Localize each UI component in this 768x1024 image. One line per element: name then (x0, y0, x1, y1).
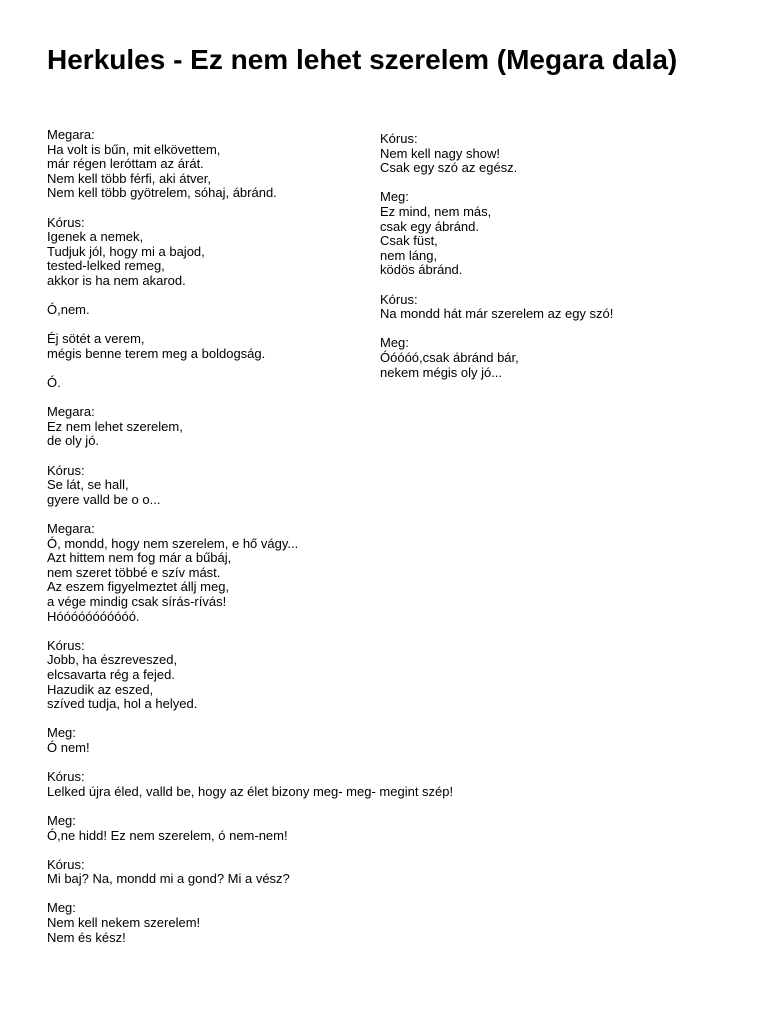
lyric-line: de oly jó. (47, 433, 100, 449)
speaker-label: Megara: (47, 521, 95, 537)
lyrics-stanza (47, 522, 517, 624)
lyric-line: Nem és kész! (47, 929, 126, 945)
speaker-label: Meg: (380, 189, 409, 205)
lyric-line: Ez nem lehet szerelem, (47, 418, 183, 434)
speaker-label: Meg: (47, 812, 76, 828)
lyrics-stanza (47, 814, 517, 843)
lyric-line: Mi baj? Na, mondd mi a gond? Mi a vész? (47, 871, 290, 887)
lyrics-stanza (380, 293, 740, 322)
lyric-line: Nem kell több férfi, aki átver, (47, 170, 212, 186)
speaker-label: Megara: (47, 127, 95, 142)
lyric-line: gyere valld be o o... (47, 491, 161, 507)
page-title: Herkules - Ez nem lehet szerelem (Megara dala) (47, 44, 678, 75)
speaker-label: Kórus: (47, 856, 85, 872)
lyric-line: Ez mind, nem más, (380, 203, 492, 219)
speaker-label: Meg: (47, 725, 76, 741)
lyrics-stanza (47, 464, 517, 508)
lyrics-stanza (380, 190, 740, 278)
lyric-line: Csak füst, (380, 233, 438, 249)
speaker-label: Kórus: (47, 214, 85, 230)
lyric-line: ködös ábránd. (380, 262, 463, 278)
lyric-line: szíved tudja, hol a helyed. (47, 696, 198, 712)
lyric-line: elcsavarta rég a fejed. (47, 666, 175, 682)
lyric-line: akkor is ha nem akarod. (47, 272, 186, 288)
speaker-label: Kórus: (47, 769, 85, 785)
lyrics-stanza (380, 336, 740, 380)
lyric-line: Csak egy szó az egész. (380, 160, 518, 176)
lyric-line: Ó,nem. (47, 302, 90, 318)
lyrics-stanza (47, 405, 517, 449)
speaker-label: Meg: (380, 335, 409, 351)
speaker-label: Kórus: (47, 637, 85, 653)
lyric-line: Ó,ne hidd! Ez nem szerelem, ó nem-nem! (47, 827, 288, 843)
lyric-line: Nem kell nagy show! (380, 145, 500, 161)
lyrics-column-right (380, 132, 740, 395)
lyric-line: nem láng, (380, 247, 438, 263)
lyric-line: nem szeret többé e szív mást. (47, 564, 221, 580)
speaker-label: Kórus: (380, 291, 418, 307)
lyric-line: Óóóóó,csak ábránd bár, (380, 349, 519, 365)
lyric-line: tested-lelked remeg, (47, 258, 165, 274)
lyrics-stanza (47, 726, 517, 755)
lyric-line: Ó nem! (47, 739, 90, 755)
lyric-line: Nem kell több gyötrelem, sóhaj, ábránd. (47, 185, 277, 201)
speaker-label: Megara: (47, 404, 95, 420)
speaker-label: Kórus: (380, 131, 418, 146)
lyric-line: mégis benne terem meg a boldogság. (47, 345, 266, 361)
lyric-line: Ha volt is bűn, mit elkövettem, (47, 141, 221, 157)
lyrics-stanza (47, 901, 517, 945)
lyric-line: Hóóóóóóóóóóó. (47, 608, 140, 624)
lyric-line: Tudjuk jól, hogy mi a bajod, (47, 243, 205, 259)
lyrics-stanza (380, 132, 740, 176)
lyric-line: Ó. (47, 375, 61, 391)
speaker-label: Kórus: (47, 462, 85, 478)
speaker-label: Meg: (47, 900, 76, 916)
lyric-line: nekem mégis oly jó... (380, 364, 503, 380)
lyric-line: Lelked újra éled, valld be, hogy az élet bizony meg- meg- megint szép! (47, 783, 454, 799)
lyric-line: csak egy ábránd. (380, 218, 480, 234)
lyric-line: Hazudik az eszed, (47, 681, 154, 697)
lyric-line: Se lát, se hall, (47, 477, 129, 493)
lyric-line: már régen leróttam az árát. (47, 156, 204, 172)
lyric-line: Ó, mondd, hogy nem szerelem, e hő vágy... (47, 535, 299, 551)
lyric-line: a vége mindig csak sírás-rívás! (47, 594, 227, 609)
lyric-line: Igenek a nemek, (47, 229, 144, 245)
lyric-line: Nem kell nekem szerelem! (47, 915, 201, 931)
lyric-line: Az eszem figyelmeztet állj meg, (47, 579, 230, 595)
lyric-line: Na mondd hát már szerelem az egy szó! (380, 306, 614, 322)
lyric-line: Jobb, ha észreveszed, (47, 652, 178, 668)
lyrics-stanza (47, 639, 517, 712)
lyrics-stanza (47, 858, 517, 887)
lyric-line: Azt hittem nem fog már a bűbáj, (47, 550, 232, 566)
lyric-line: Éj sötét a verem, (47, 331, 145, 347)
lyrics-stanza (47, 770, 517, 799)
